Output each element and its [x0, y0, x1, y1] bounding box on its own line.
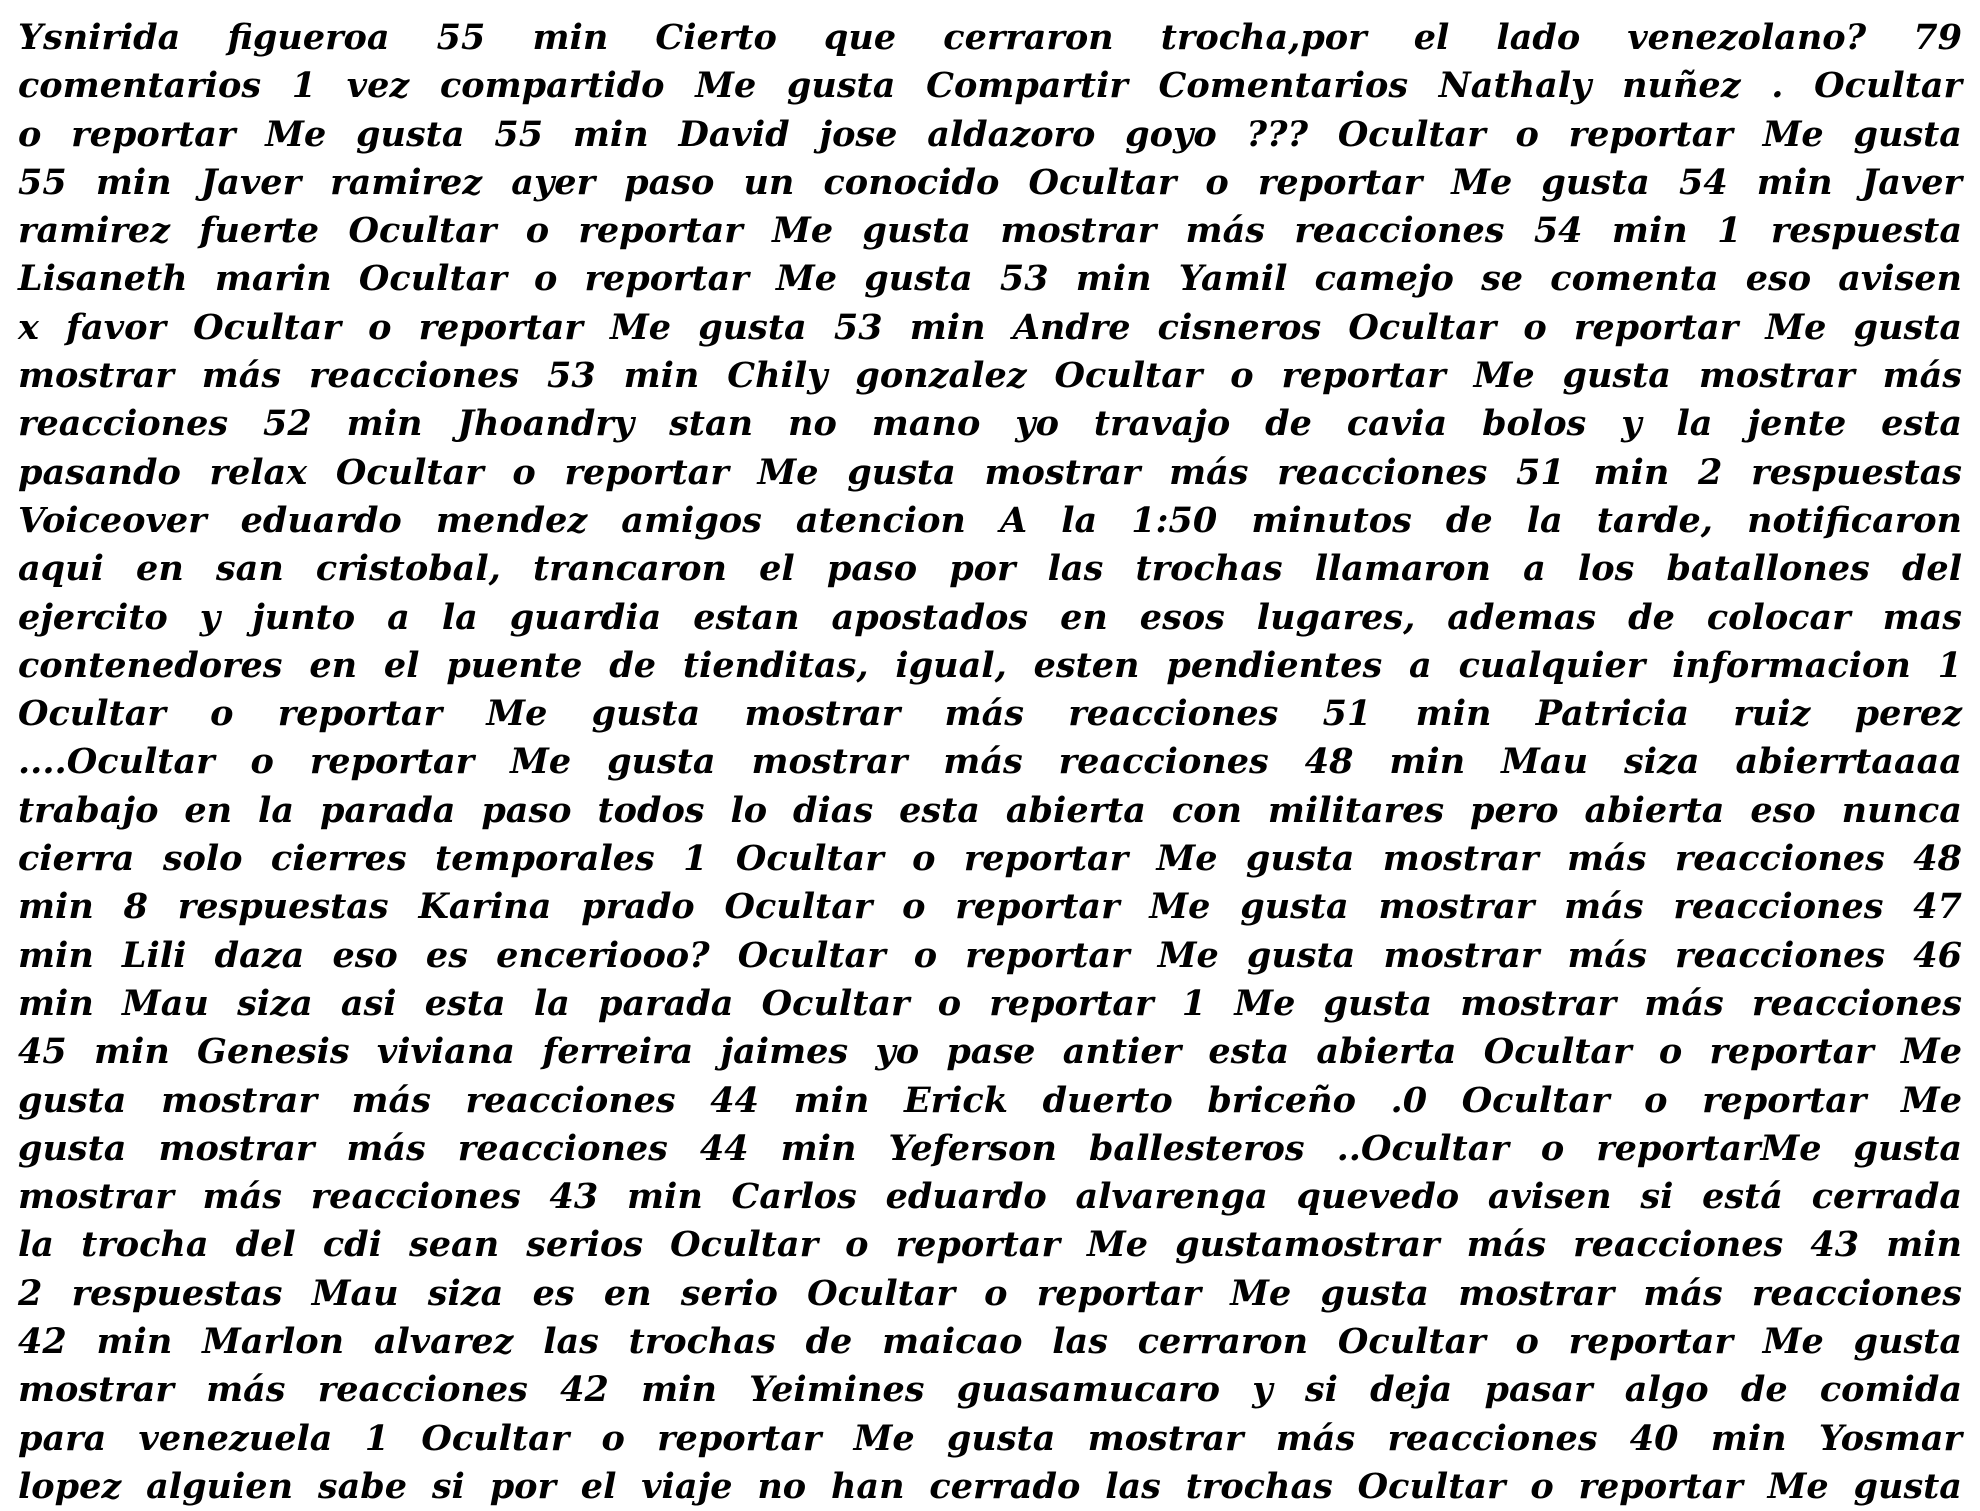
text-line: la trocha del cdi sean serios Ocultar o reportar Me gustamostrar más reacciones 43 min — [18, 1224, 1962, 1266]
text-line: para venezuela 1 Ocultar o reportar Me gusta mostrar más reacciones 40 min Yosmar — [18, 1417, 1962, 1459]
text-line: mostrar más reacciones 42 min Yeimines guasamucaro y si deja pasar algo de comida — [18, 1369, 1962, 1411]
text-line: Ysnirida figueroa 55 min Cierto que cerraron trocha,por el lado venezolano? 79 — [18, 17, 1962, 58]
text-line: aqui en san cristobal, trancaron el paso por las trochas llamaron a los batallones del — [18, 548, 1962, 590]
text-line: 2 respuestas Mau siza es en serio Ocultar o reportar Me gusta mostrar más reacciones — [18, 1272, 1962, 1314]
text-line: comentarios 1 vez compartido Me gusta Compartir Comentarios Nathaly nuñez . Ocultar — [18, 65, 1962, 107]
text-line: cierra solo cierres temporales 1 Ocultar o reportar Me gusta mostrar más reacciones 48 — [18, 838, 1962, 880]
text-line: reacciones 52 min Jhoandry stan no mano yo travajo de cavia bolos y la jente esta — [18, 403, 1962, 445]
text-line: trabajo en la parada paso todos lo dias esta abierta con militares pero abierta eso nunca — [18, 789, 1962, 831]
text-line: min 8 respuestas Karina prado Ocultar o reportar Me gusta mostrar más reacciones 47 — [18, 886, 1962, 928]
text-line: lopez alguien sabe si por el viaje no han cerrado las trochas Ocultar o reportar Me gusta — [18, 1465, 1962, 1507]
text-line: min Mau siza asi esta la parada Ocultar o reportar 1 Me gusta mostrar más reacciones — [18, 982, 1962, 1024]
text-line: Voiceover eduardo mendez amigos atencion A la 1:50 minutos de la tarde, notificaron — [18, 499, 1962, 541]
text-line: ramirez fuerte Ocultar o reportar Me gusta mostrar más reacciones 54 min 1 respuesta — [18, 210, 1962, 252]
text-line: ....Ocultar o reportar Me gusta mostrar más reacciones 48 min Mau siza abierrtaaaa — [18, 741, 1962, 783]
text-line: x favor Ocultar o reportar Me gusta 53 min Andre cisneros Ocultar o reportar Me gusta — [18, 306, 1962, 348]
text-line: 45 min Genesis viviana ferreira jaimes yo pase antier esta abierta Ocultar o reportar Me — [18, 1031, 1962, 1073]
text-line: ejercito y junto a la guardia estan apostados en esos lugares, ademas de colocar mas — [18, 596, 1962, 638]
text-line: min Lili daza eso es enceriooo? Ocultar o reportar Me gusta mostrar más reacciones 46 — [18, 934, 1962, 976]
text-line: 55 min Javer ramirez ayer paso un conocido Ocultar o reportar Me gusta 54 min Javer — [18, 161, 1962, 203]
text-line: gusta mostrar más reacciones 44 min Yeferson ballesteros ..Ocultar o reportarMe gusta — [18, 1127, 1962, 1169]
text-line: contenedores en el puente de tienditas, igual, esten pendientes a cualquier informacion 1 — [18, 644, 1962, 686]
document-page — [18, 14, 1962, 1507]
text-line: pasando relax Ocultar o reportar Me gusta mostrar más reacciones 51 min 2 respuestas — [18, 451, 1962, 493]
text-line: gusta mostrar más reacciones 44 min Erick duerto briceño .0 Ocultar o reportar Me — [18, 1079, 1962, 1121]
text-line: Ocultar o reportar Me gusta mostrar más reacciones 51 min Patricia ruiz perez — [18, 693, 1962, 735]
text-line: 42 min Marlon alvarez las trochas de maicao las cerraron Ocultar o reportar Me gusta — [18, 1321, 1962, 1363]
text-line: o reportar Me gusta 55 min David jose aldazoro goyo ??? Ocultar o reportar Me gusta — [18, 113, 1962, 155]
text-line: mostrar más reacciones 43 min Carlos eduardo alvarenga quevedo avisen si está cerrada — [18, 1176, 1962, 1218]
text-line: Lisaneth marin Ocultar o reportar Me gusta 53 min Yamil camejo se comenta eso avisen — [18, 258, 1962, 300]
text-line: mostrar más reacciones 53 min Chily gonzalez Ocultar o reportar Me gusta mostrar más — [18, 355, 1962, 397]
